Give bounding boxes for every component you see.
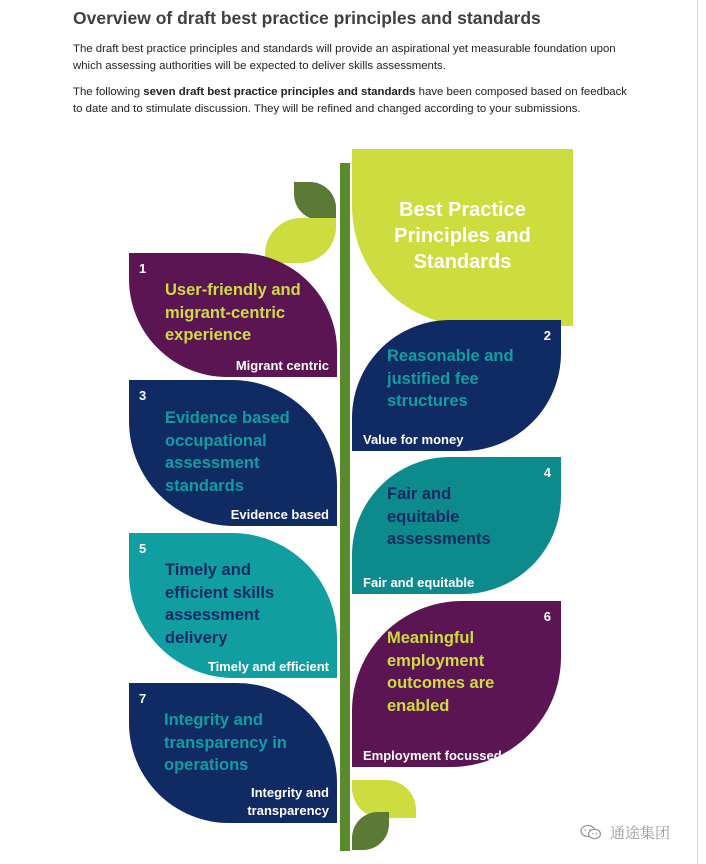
description-bold: seven draft best practice principles and standards	[143, 86, 416, 98]
leaf-lime-top	[265, 218, 336, 263]
principle-number: 3	[139, 388, 147, 403]
principle-label: Value for money	[363, 432, 464, 447]
principle-label: Employment focussed	[363, 748, 502, 763]
description-paragraph	[73, 84, 633, 118]
hero-leaf	[352, 149, 573, 326]
page-title: Overview of draft best practice principles and standards	[73, 8, 541, 28]
principle-label: Integrity and transparency	[247, 785, 329, 818]
principle-text: Meaningful employment outcomes are enabled	[387, 629, 495, 715]
principle-text: Reasonable and justified fee structures	[387, 347, 514, 410]
watermark	[580, 820, 670, 844]
principle-text: User-friendly and migrant-centric experience	[165, 281, 301, 344]
principle-label: Timely and efficient	[207, 659, 329, 674]
plant-stem	[340, 163, 350, 851]
watermark-text: 通途集团	[610, 824, 671, 842]
principle-card-4	[352, 457, 561, 594]
principle-number: 2	[543, 328, 551, 343]
leaf-dark-top	[294, 182, 336, 220]
leaf-dark-bottom	[352, 812, 389, 850]
principle-text: Timely and efficient skills assessment delivery	[165, 561, 275, 647]
principle-number: 6	[543, 609, 551, 624]
principle-card-7	[129, 683, 337, 823]
principle-label: Evidence based	[230, 507, 329, 522]
principle-number: 1	[139, 261, 147, 276]
description-suffix: have been composed based on feedback to date and to stimulate discussion. They will be refined and changed according to your submissions.	[73, 86, 628, 115]
principle-number: 4	[543, 465, 551, 480]
principle-card-1	[129, 253, 337, 377]
page-edge-line	[697, 0, 698, 864]
wechat-icon	[580, 824, 602, 840]
principle-card-6	[352, 601, 561, 767]
principle-label: Migrant centric	[235, 358, 329, 373]
principle-text: Fair and equitable assessments	[387, 485, 491, 548]
principle-label: Fair and equitable	[363, 575, 475, 590]
principle-text: Evidence based occupational assessment standards	[165, 409, 290, 495]
principle-text: Integrity and transparency in operations	[164, 711, 287, 774]
principle-card-3	[129, 380, 337, 526]
intro-paragraph: The draft best practice principles and standards will provide an aspirational yet measurable foundation upon which assessing authorities will be expected to deliver skills assessments.	[73, 43, 616, 72]
description-prefix: The following	[73, 86, 144, 98]
principle-number: 7	[139, 691, 147, 706]
principle-card-2	[352, 320, 561, 451]
principle-number: 5	[139, 541, 147, 556]
principle-card-5	[129, 533, 337, 678]
hero-title: Best Practice Principles and Standards	[394, 199, 531, 273]
